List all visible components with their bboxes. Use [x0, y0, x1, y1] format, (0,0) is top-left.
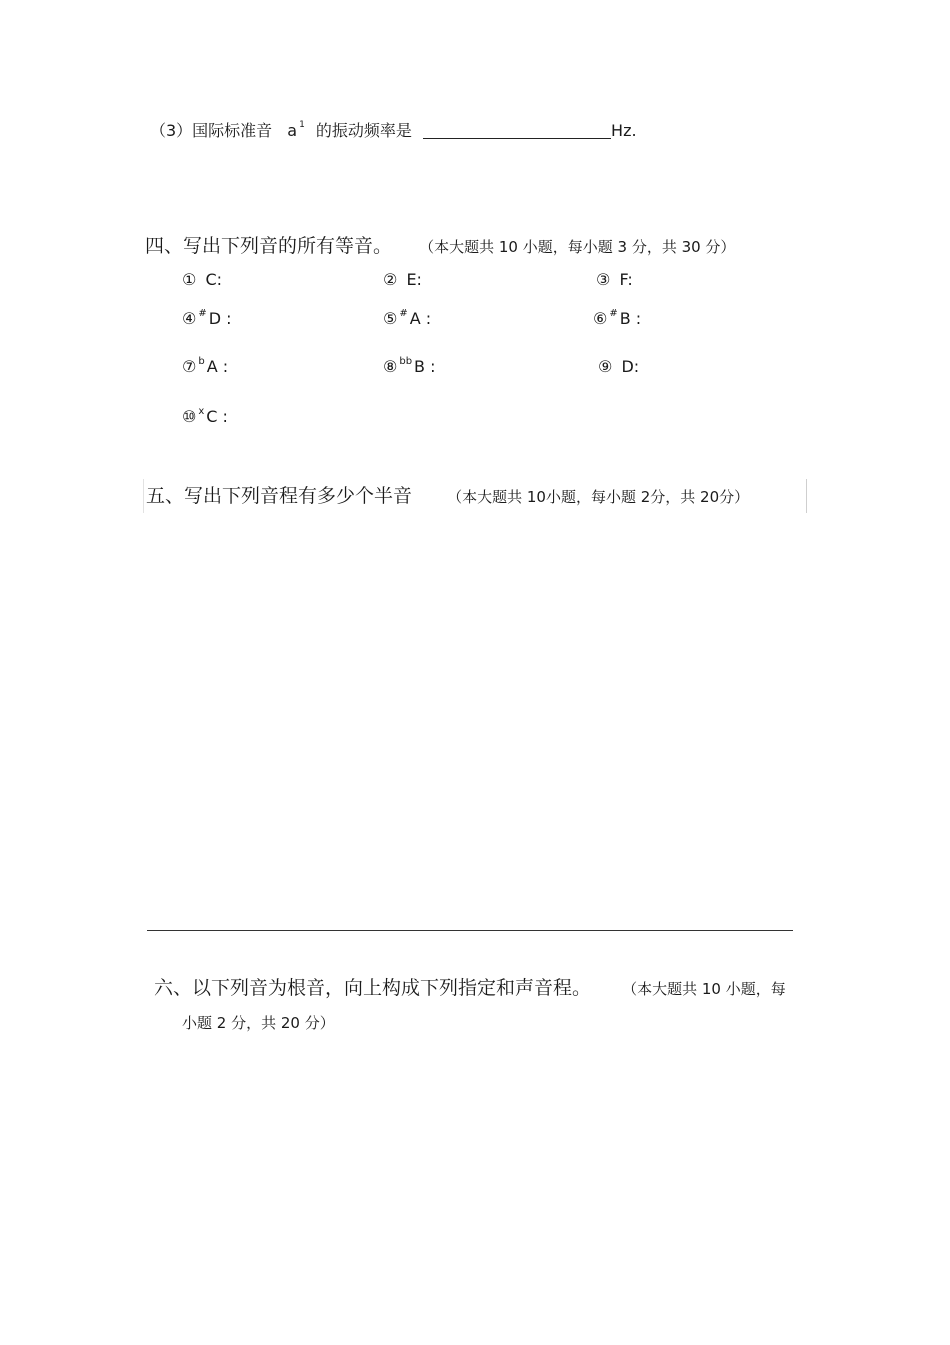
- question-3: [150, 118, 637, 141]
- item-note: A :: [409, 309, 432, 328]
- section-5-note: （本大题共 10小题，每小题 2分，共 20分）: [447, 488, 750, 506]
- accidental: #: [399, 308, 408, 319]
- list-item: [598, 357, 639, 376]
- item-number: ⑤: [383, 309, 398, 328]
- item-number: ⑩: [182, 407, 197, 426]
- item-note: E:: [406, 270, 422, 289]
- item-note: C:: [205, 270, 222, 289]
- divider-line: [147, 930, 793, 931]
- list-item: [383, 270, 422, 289]
- note-name: a: [287, 121, 298, 140]
- list-item: [182, 309, 232, 328]
- section-4-note: （本大题共 10 小题，每小题 3 分，共 30 分）: [419, 238, 736, 256]
- item-number: ⑧: [383, 357, 398, 376]
- item-number: ③: [596, 270, 611, 289]
- accidental: bb: [399, 356, 413, 367]
- section-4-header: [145, 231, 735, 258]
- question-3-prefix: （3）国际标准音: [150, 121, 273, 140]
- list-item: [383, 309, 431, 328]
- item-number: ②: [383, 270, 398, 289]
- item-note: D:: [621, 357, 640, 376]
- item-number: ⑦: [182, 357, 197, 376]
- item-note: B :: [619, 309, 642, 328]
- section-6-title: 六、以下列音为根音，向上构成下列指定和声音程。: [154, 977, 592, 999]
- list-item: [182, 270, 222, 289]
- item-number: ④: [182, 309, 197, 328]
- accidental: b: [198, 356, 205, 367]
- accidental: x: [198, 406, 205, 417]
- section-6-note-line1: （本大题共 10 小题，每: [622, 980, 786, 998]
- section-5-header: [146, 481, 749, 508]
- list-item: [182, 357, 228, 376]
- section-5-title: 五、写出下列音程有多少个半音: [146, 485, 413, 507]
- item-number: ①: [182, 270, 197, 289]
- accidental: #: [198, 308, 207, 319]
- item-number: ⑨: [598, 357, 613, 376]
- question-3-middle: 的振动频率是: [315, 121, 412, 140]
- note-superscript: 1: [299, 120, 305, 130]
- section-6-header: [154, 973, 786, 1000]
- item-note: C :: [206, 407, 228, 426]
- list-item: [596, 270, 633, 289]
- answer-blank[interactable]: [423, 122, 611, 139]
- item-note: B :: [414, 357, 436, 376]
- item-note: A :: [206, 357, 229, 376]
- list-item: [593, 309, 641, 328]
- section-4-title: 四、写出下列音的所有等音。: [145, 235, 393, 257]
- item-number: ⑥: [593, 309, 608, 328]
- section-6-note-line2: 小题 2 分，共 20 分）: [182, 1014, 335, 1032]
- item-note: D :: [208, 309, 232, 328]
- list-item: [383, 357, 436, 376]
- accidental: #: [609, 308, 618, 319]
- unit-label: Hz.: [611, 121, 637, 140]
- item-note: F:: [619, 270, 633, 289]
- list-item: [182, 407, 228, 426]
